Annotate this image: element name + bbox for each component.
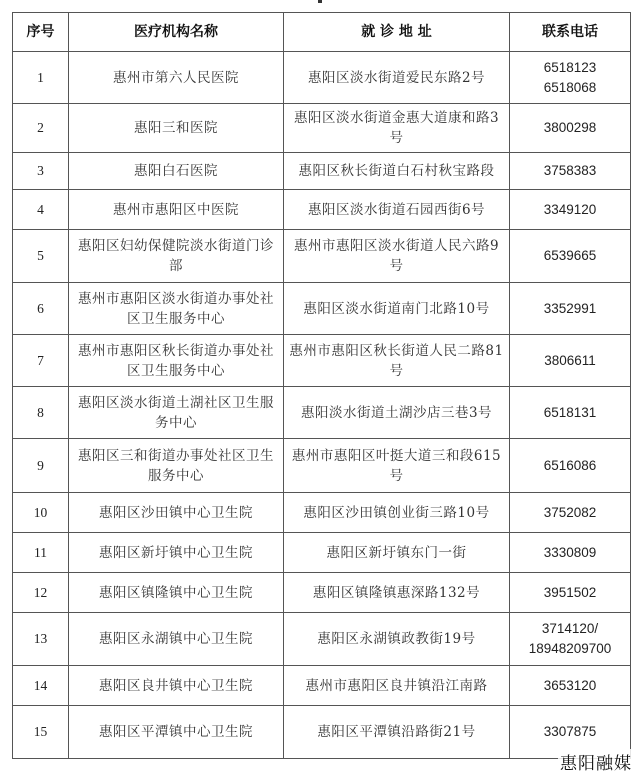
row-index: 10 <box>13 493 69 533</box>
header-phone: 联系电话 <box>510 13 631 52</box>
row-address: 惠阳区沙田镇创业街三路10号 <box>284 493 510 533</box>
table-row <box>13 573 631 613</box>
table-row <box>13 706 631 759</box>
row-address: 惠阳淡水街道土湖沙店三巷3号 <box>284 387 510 439</box>
row-phone: 3758383 <box>510 153 631 190</box>
table-row <box>13 230 631 283</box>
table-row <box>13 335 631 387</box>
row-index: 8 <box>13 387 69 439</box>
row-institution-name: 惠阳白石医院 <box>69 153 284 190</box>
row-address: 惠阳区淡水街道金惠大道康和路3号 <box>284 104 510 153</box>
table-row <box>13 387 631 439</box>
row-institution-name: 惠州市第六人民医院 <box>69 52 284 104</box>
row-index: 11 <box>13 533 69 573</box>
header-address: 就 诊 地 址 <box>284 13 510 52</box>
row-institution-name: 惠州市惠阳区淡水街道办事处社区卫生服务中心 <box>69 283 284 335</box>
row-institution-name: 惠阳区镇隆镇中心卫生院 <box>69 573 284 613</box>
row-phone: 3330809 <box>510 533 631 573</box>
row-institution-name: 惠阳三和医院 <box>69 104 284 153</box>
row-phone: 3800298 <box>510 104 631 153</box>
row-address: 惠阳区镇隆镇惠深路132号 <box>284 573 510 613</box>
row-index: 5 <box>13 230 69 283</box>
row-phone: 6518123 6518068 <box>510 52 631 104</box>
row-phone: 3752082 <box>510 493 631 533</box>
row-phone: 6518131 <box>510 387 631 439</box>
clinic-table-body <box>13 52 631 759</box>
row-index: 15 <box>13 706 69 759</box>
row-institution-name: 惠阳区良井镇中心卫生院 <box>69 666 284 706</box>
top-edge-mark <box>318 0 322 3</box>
row-address: 惠阳区永湖镇政教街19号 <box>284 613 510 666</box>
row-index: 12 <box>13 573 69 613</box>
row-index: 6 <box>13 283 69 335</box>
row-address: 惠阳区淡水街道爱民东路2号 <box>284 52 510 104</box>
row-phone: 3951502 <box>510 573 631 613</box>
row-index: 2 <box>13 104 69 153</box>
table-row <box>13 153 631 190</box>
row-phone: 3352991 <box>510 283 631 335</box>
row-phone: 3349120 <box>510 190 631 230</box>
row-address: 惠阳区淡水街道南门北路10号 <box>284 283 510 335</box>
row-address: 惠阳区新圩镇东门一街 <box>284 533 510 573</box>
row-index: 1 <box>13 52 69 104</box>
table-row <box>13 666 631 706</box>
row-index: 3 <box>13 153 69 190</box>
row-phone: 6539665 <box>510 230 631 283</box>
row-address: 惠州市惠阳区叶挺大道三和段615号 <box>284 439 510 493</box>
clinic-table <box>12 12 631 759</box>
row-address: 惠阳区秋长街道白石村秋宝路段 <box>284 153 510 190</box>
row-index: 4 <box>13 190 69 230</box>
row-institution-name: 惠阳区淡水街道土湖社区卫生服务中心 <box>69 387 284 439</box>
row-address: 惠州市惠阳区淡水街道人民六路9号 <box>284 230 510 283</box>
row-institution-name: 惠阳区平潭镇中心卫生院 <box>69 706 284 759</box>
row-phone: 3307875 <box>510 706 631 759</box>
row-institution-name: 惠阳区新圩镇中心卫生院 <box>69 533 284 573</box>
row-index: 14 <box>13 666 69 706</box>
table-row <box>13 190 631 230</box>
watermark-logo-text: 惠阳融媒 <box>558 749 634 774</box>
table-row <box>13 104 631 153</box>
table-row <box>13 613 631 666</box>
table-row <box>13 283 631 335</box>
table-row <box>13 439 631 493</box>
row-address: 惠阳区淡水街道石园西街6号 <box>284 190 510 230</box>
row-phone: 3806611 <box>510 335 631 387</box>
row-institution-name: 惠阳区沙田镇中心卫生院 <box>69 493 284 533</box>
table-row <box>13 533 631 573</box>
row-institution-name: 惠阳区永湖镇中心卫生院 <box>69 613 284 666</box>
row-phone: 3653120 <box>510 666 631 706</box>
header-institution-name: 医疗机构名称 <box>69 13 284 52</box>
row-phone: 3714120/ 18948209700 <box>510 613 631 666</box>
row-address: 惠州市惠阳区良井镇沿江南路 <box>284 666 510 706</box>
row-index: 13 <box>13 613 69 666</box>
row-index: 7 <box>13 335 69 387</box>
row-address: 惠阳区平潭镇沿路街21号 <box>284 706 510 759</box>
row-institution-name: 惠州市惠阳区中医院 <box>69 190 284 230</box>
row-address: 惠州市惠阳区秋长街道人民二路81号 <box>284 335 510 387</box>
row-phone: 6516086 <box>510 439 631 493</box>
table-header-row <box>13 13 631 52</box>
row-institution-name: 惠阳区妇幼保健院淡水街道门诊部 <box>69 230 284 283</box>
row-institution-name: 惠阳区三和街道办事处社区卫生服务中心 <box>69 439 284 493</box>
row-index: 9 <box>13 439 69 493</box>
table-row <box>13 52 631 104</box>
header-index: 序号 <box>13 13 69 52</box>
table-row <box>13 493 631 533</box>
row-institution-name: 惠州市惠阳区秋长街道办事处社区卫生服务中心 <box>69 335 284 387</box>
